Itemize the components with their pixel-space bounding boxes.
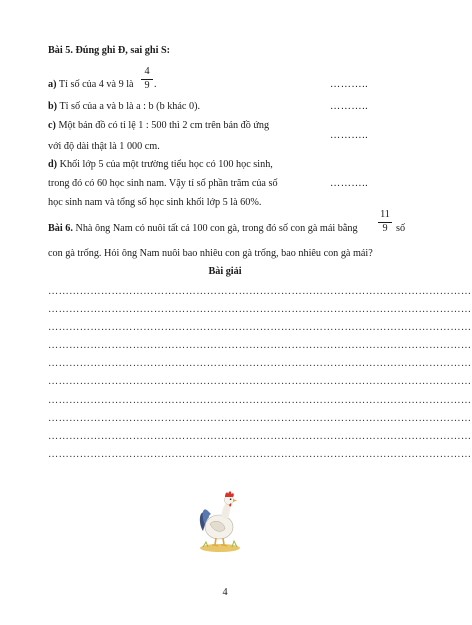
exercise-6-line1 [48,224,358,234]
exercise-5-title: Bài 5. Đúng ghi Đ, sai ghi S: [48,45,171,56]
statement-a-label: a) [48,79,57,90]
statement-b-text: Tỉ số của a và b là a : b (b khác 0). [59,101,201,112]
answer-blank-d[interactable]: ……….. [330,178,369,189]
answer-line[interactable]: ………………………………………………………………………………………………………… [48,286,472,297]
statement-c-label: c) [48,120,56,131]
answer-line[interactable]: ………………………………………………………………………………………………………… [48,340,472,351]
statement-d-text1: Khối lớp 5 của một trường tiểu học có 100 học sinh, [59,159,273,170]
statement-d-line1 [48,160,273,170]
answer-line[interactable]: ………………………………………………………………………………………………………… [48,395,472,406]
answer-line[interactable]: ………………………………………………………………………………………………………… [48,413,472,424]
solution-heading: Bài giải [208,266,242,277]
exercise-6-text1: Nhà ông Nam có nuôi tất cả 100 con gà, trong đó số con gà mái bằng [75,223,358,234]
answer-line[interactable]: ………………………………………………………………………………………………………… [48,431,472,442]
statement-a-text: Tỉ số của 4 và 9 là [58,79,134,90]
exercise-6-line2: con gà trống. Hỏi ông Nam nuôi bao nhiêu con gà trống, bao nhiêu con gà mái? [48,248,373,259]
fraction-11-9 [378,210,392,234]
fraction-denominator: 9 [382,223,388,235]
rooster-icon [197,487,243,553]
statement-c-text1: Một bản đồ có tỉ lệ 1 : 500 thì 2 cm trên bản đồ ứng [58,120,270,131]
statement-b [48,102,200,112]
answer-line[interactable]: ………………………………………………………………………………………………………… [48,449,472,460]
statement-d-label: d) [48,159,58,170]
answer-line[interactable]: ………………………………………………………………………………………………………… [48,304,472,315]
statement-c-line2: với độ dài thật là 1 000 cm. [48,141,160,152]
fraction-numerator: 11 [380,209,390,220]
answer-blank-c[interactable]: ……….. [330,130,369,141]
answer-blank-a[interactable]: ……….. [330,79,369,90]
answer-line[interactable]: ………………………………………………………………………………………………………… [48,322,472,333]
page-number: 4 [222,587,228,598]
fraction-4-9 [141,67,153,91]
statement-d-line3: học sinh nam và tổng số học sinh khối lớp 5 là 60%. [48,197,262,208]
statement-d-line2: trong đó có 60 học sinh nam. Vậy tỉ số phần trăm của số [48,178,278,189]
statement-b-label: b) [48,101,58,112]
answer-blank-b[interactable]: ……….. [330,101,369,112]
statement-a [48,80,134,90]
exercise-6-text1-end: số [396,223,406,234]
statement-a-period: . [154,79,157,90]
exercise-6-title: Bài 6. [48,223,73,234]
statement-c-line1 [48,121,269,131]
answer-line[interactable]: ………………………………………………………………………………………………………… [48,376,472,387]
fraction-denominator: 9 [144,80,150,92]
fraction-numerator: 4 [144,66,150,77]
answer-line[interactable]: ………………………………………………………………………………………………………… [48,358,472,369]
